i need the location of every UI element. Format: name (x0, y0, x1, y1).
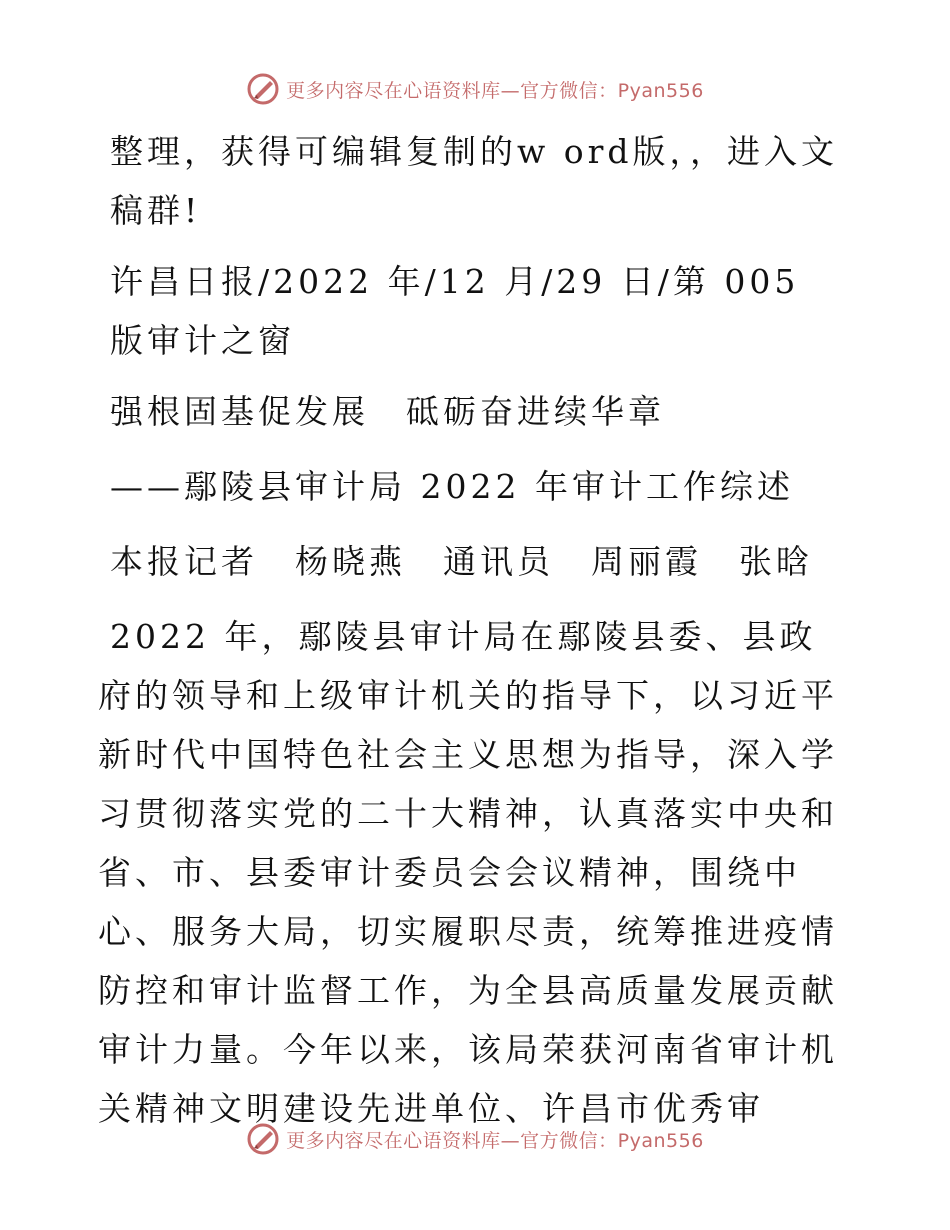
header-banner-text: 更多内容尽在心语资料库—官方微信：Pyan556 (286, 79, 704, 102)
byline: 本报记者 杨晓燕 通讯员 周丽霞 张晗 (110, 542, 813, 581)
brush-logo-icon (246, 1122, 280, 1156)
brush-logo-icon (246, 72, 280, 106)
footer-banner-text: 更多内容尽在心语资料库—官方微信：Pyan556 (286, 1129, 704, 1152)
article-title: 强根固基促发展 砥砺奋进续华章 (110, 392, 665, 431)
header-banner (0, 72, 950, 106)
article-subtitle: ——鄢陵县审计局 2022 年审计工作综述 (110, 467, 794, 506)
document-body (98, 122, 850, 1150)
footer-banner (0, 1122, 950, 1156)
source-line: 许昌日报/2022 年/12 月/29 日/第 005 版审计之窗 (110, 262, 800, 360)
body-paragraph: 2022 年，鄢陵县审计局在鄢陵县委、县政府的领导和上级审计机关的指导下，以习近平新时代中国特色社会主义思想为指导，深入学习贯彻落实党的二十大精神，认真落实中央和省、市、县委审计委员会会议精神，围绕中心、服务大局，切实履职尽责，统筹推进疫情防控和审计监督工作，为全县高质量发展贡献审计力量。今年以来，该局荣获河南省审计机关精神文明建设先进单位、许昌市优秀审 (98, 617, 838, 1128)
intro-note: 整理，获得可编辑复制的w ord版，，进入文稿群! (110, 132, 839, 230)
